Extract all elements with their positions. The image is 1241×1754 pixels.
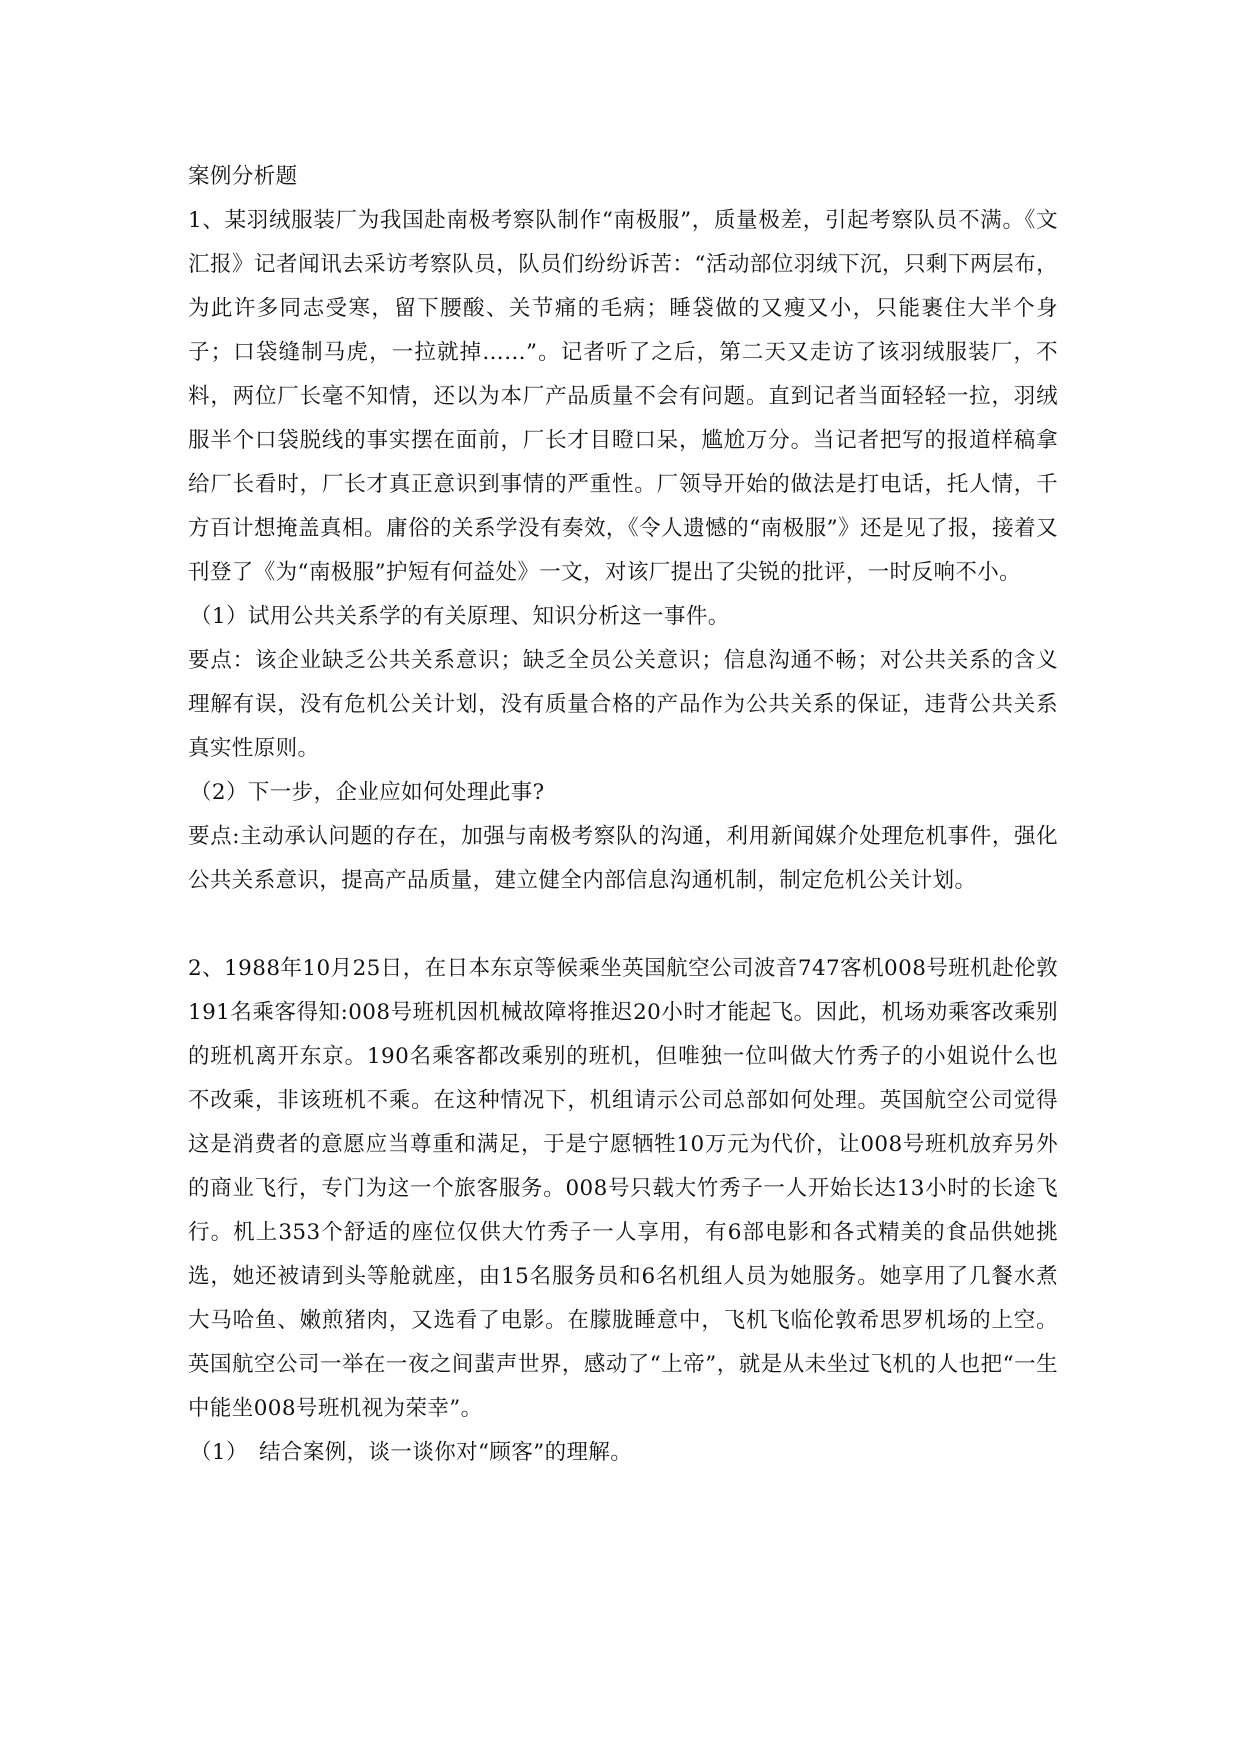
case2-question-1: （1） 结合案例，谈一谈你对“顾客”的理解。 [190,1440,633,1465]
case1-answer-2: 要点:主动承认问题的存在，加强与南极考察队的沟通，利用新闻媒介处理危机事件，强化公共关系意识，提高产品质量，建立健全内部信息沟通机制，制定危机公关计划。 [188,824,1058,893]
case1-answer-1: 要点：该企业缺乏公共关系意识；缺乏全员公关意识；信息沟通不畅；对公共关系的含义理解有误，没有危机公关计划，没有质量合格的产品作为公共关系的保证，违背公共关系真实性原则。 [188,648,1058,761]
case1-question-2: （2）下一步，企业应如何处理此事? [190,780,545,805]
document-title: 案例分析题 [188,164,298,189]
case1-body: 1、某羽绒服装厂为我国赴南极考察队制作“南极服”，质量极差，引起考察队员不满。《文汇报》记者闻讯去采访考察队员，队员们纷纷诉苦：“活动部位羽绒下沉，只剩下两层布，为此许多同志受寒，留下腰酸、关节痛的毛病；睡袋做的又瘦又小，只能裹住大半个身子；口袋缝制马虎，一拉就掉……”。记者听了之后，第二天又走访了该羽绒服装厂，不料，两位厂长毫不知情，还以为本厂产品质量不会有问题。直到记者当面轻轻一拉，羽绒服半个口袋脱线的事实摆在面前，厂长才目瞪口呆，尴尬万分。当记者把写的报道样稿拿给厂长看时，厂长才真正意识到事情的严重性。厂领导开始的做法是打电话，托人情，千方百计想掩盖真相。庸俗的关系学没有奏效，《令人遗憾的“南极服”》还是见了报，接着又刊登了《为“南极服”护短有何益处》一文，对该厂提出了尖锐的批评，一时反响不小。 [188,208,1058,585]
case1-question-1: （1）试用公共关系学的有关原理、知识分析这一事件。 [190,604,730,629]
document-content [188,155,1058,1475]
section-gap [188,903,1058,947]
case2-body: 2、1988年10月25日，在日本东京等候乘坐英国航空公司波音747客机008号班机赴伦敦191名乘客得知:008号班机因机械故障将推迟20小时才能起飞。因此，机场劝乘客改乘别的班机离开东京。190名乘客都改乘别的班机，但唯独一位叫做大竹秀子的小姐说什么也不改乘，非该班机不乘。在这种情况下，机组请示公司总部如何处理。英国航空公司觉得这是消费者的意愿应当尊重和满足，于是宁愿牺牲10万元为代价，让008号班机放弃另外的商业飞行，专门为这一个旅客服务。008号只载大竹秀子一人开始长达13小时的长途飞行。机上353个舒适的座位仅供大竹秀子一人享用，有6部电影和各式精美的食品供她挑选，她还被请到头等舱就座，由15名服务员和6名机组人员为她服务。她享用了几餐水煮大马哈鱼、嫩煎猪肉，又选看了电影。在朦胧睡意中，飞机飞临伦敦希思罗机场的上空。英国航空公司一举在一夜之间蜚声世界，感动了“上帝”，就是从未坐过飞机的人也把“一生中能坐008号班机视为荣幸”。 [188,956,1058,1421]
